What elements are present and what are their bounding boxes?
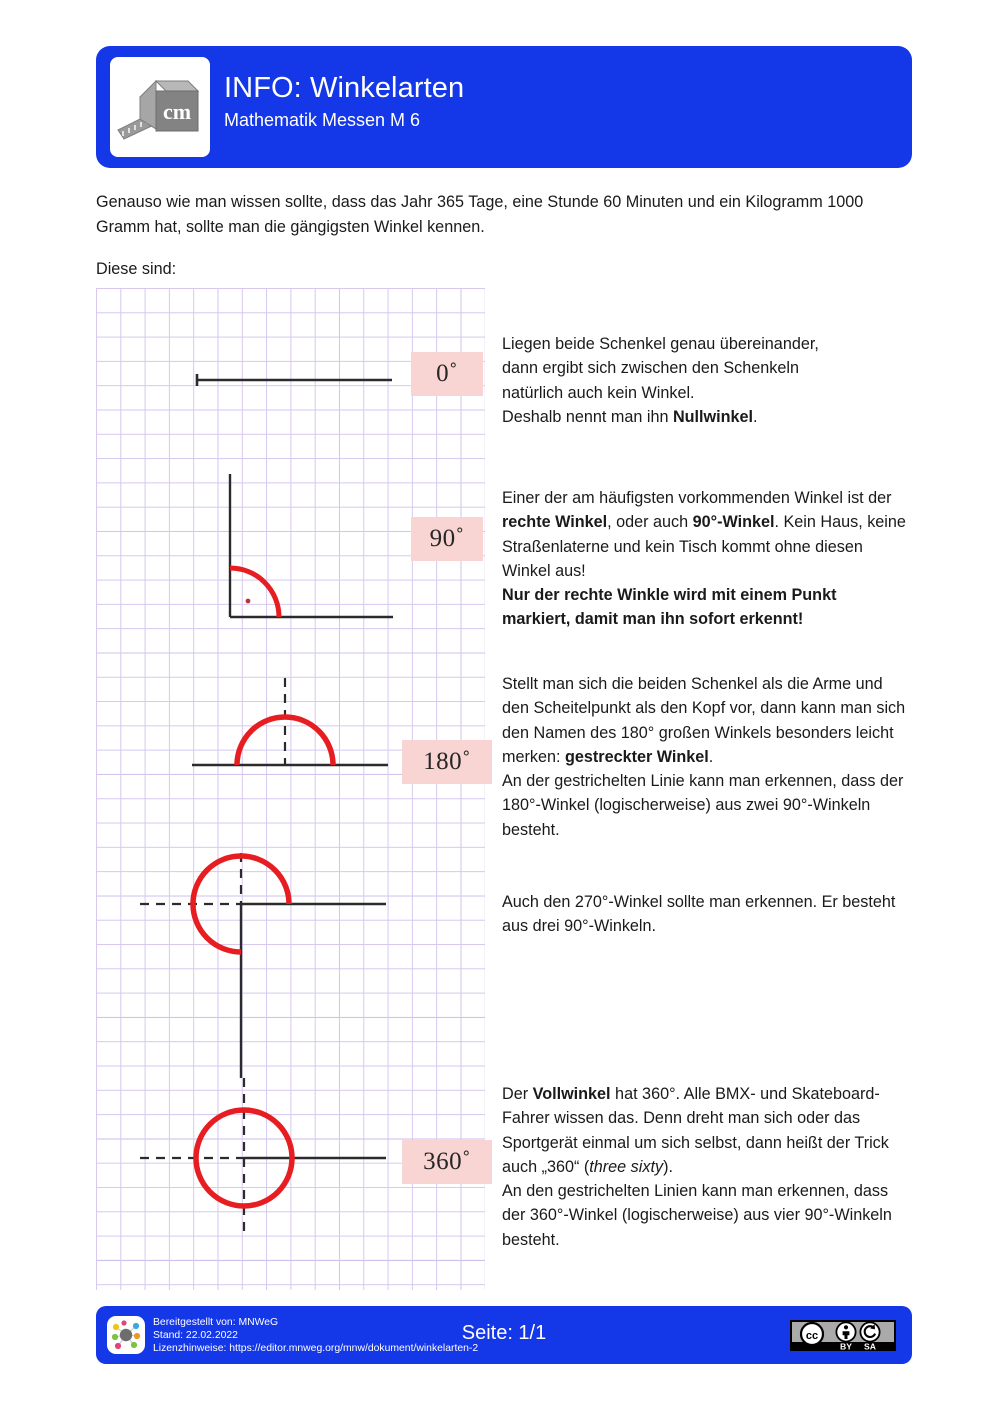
explanation-0: Liegen beide Schenkel genau übereinander, dann ergibt sich zwischen den Schenkeln natürlich auch kein Winkel. Deshalb nennt man ihn Nullwinkel. xyxy=(502,335,819,426)
by-label: BY xyxy=(840,1341,852,1351)
page-subtitle: Mathematik Messen M 6 xyxy=(224,110,421,131)
angle-label-0: 0˚ xyxy=(411,352,483,396)
intro-paragraph: Genauso wie man wissen sollte, dass das Jahr 365 Tage, eine Stunde 60 Minuten und ein Kilogramm 1000 Gramm hat, sollte man die gängigsten Winkel kennen. xyxy=(96,193,864,236)
angle-label-360: 360˚ xyxy=(402,1140,492,1184)
footer-page-number: Seite: 1/1 xyxy=(461,1322,547,1344)
tape-measure-icon xyxy=(110,57,210,157)
explanation-360: Der Vollwinkel hat 360°. Alle BMX- und Skateboard-Fahrer wissen das. Denn dreht man sich oder das Sportgerät einmal um sich selbst, dann heißt der Trick auch „360“ (three sixty). An den gestrichelten Linien kann man erkennen, dass der 360°-Winkel (logischerweise) aus vier 90°-Winkeln besteht. xyxy=(502,1085,892,1249)
document-footer xyxy=(96,1306,912,1364)
footer-provided-by: Bereitgestellt von: MNWeG xyxy=(153,1317,279,1328)
sa-label: SA xyxy=(864,1341,876,1351)
explanation-90: Einer der am häufigsten vorkommenden Winkel ist der rechte Winkel, oder auch 90°-Winkel. Kein Haus, keine Straßenlaterne und kein Tisch kommt ohne diesen Winkel aus! Nur der rechte Winkle wird mit einem Punkt markiert, damit man ihn sofort erkennt! xyxy=(502,489,906,629)
document-header xyxy=(96,46,912,168)
cc-by-sa-license-badge[interactable] xyxy=(790,1320,896,1351)
header-icon-tile xyxy=(110,57,210,157)
angle-label-180: 180˚ xyxy=(402,740,492,784)
cc-glyph: cc xyxy=(805,1330,819,1342)
tape-measure-cm-label: cm xyxy=(162,99,192,124)
footer-license-link[interactable]: Lizenzhinweise: https://editor.mnweg.org/mnw/dokument/winkelarten-2 xyxy=(153,1343,479,1355)
footer-stand-date: Stand: 22.02.2022 xyxy=(153,1330,238,1342)
angle-label-90: 90˚ xyxy=(411,517,483,561)
header-text-group xyxy=(224,72,894,132)
explanation-180: Stellt man sich die beiden Schenkel als die Arme und den Scheitelpunkt als den Kopf vor, dann kann man sich den Namen des 180° großen Winkels besonders leicht merken: gestreckter Winkel. An der gestrichelten Linie kann man erkennen, dass der 180°-Winkel (logischerweise) aus zwei 90°-Winkeln besteht. xyxy=(502,675,906,839)
intro-lead-in: Diese sind: xyxy=(96,260,177,278)
page-title: INFO: Winkelarten xyxy=(224,72,465,104)
explanation-270: Auch den 270°-Winkel sollte man erkennen. Er besteht aus drei 90°-Winkeln. xyxy=(502,893,896,936)
